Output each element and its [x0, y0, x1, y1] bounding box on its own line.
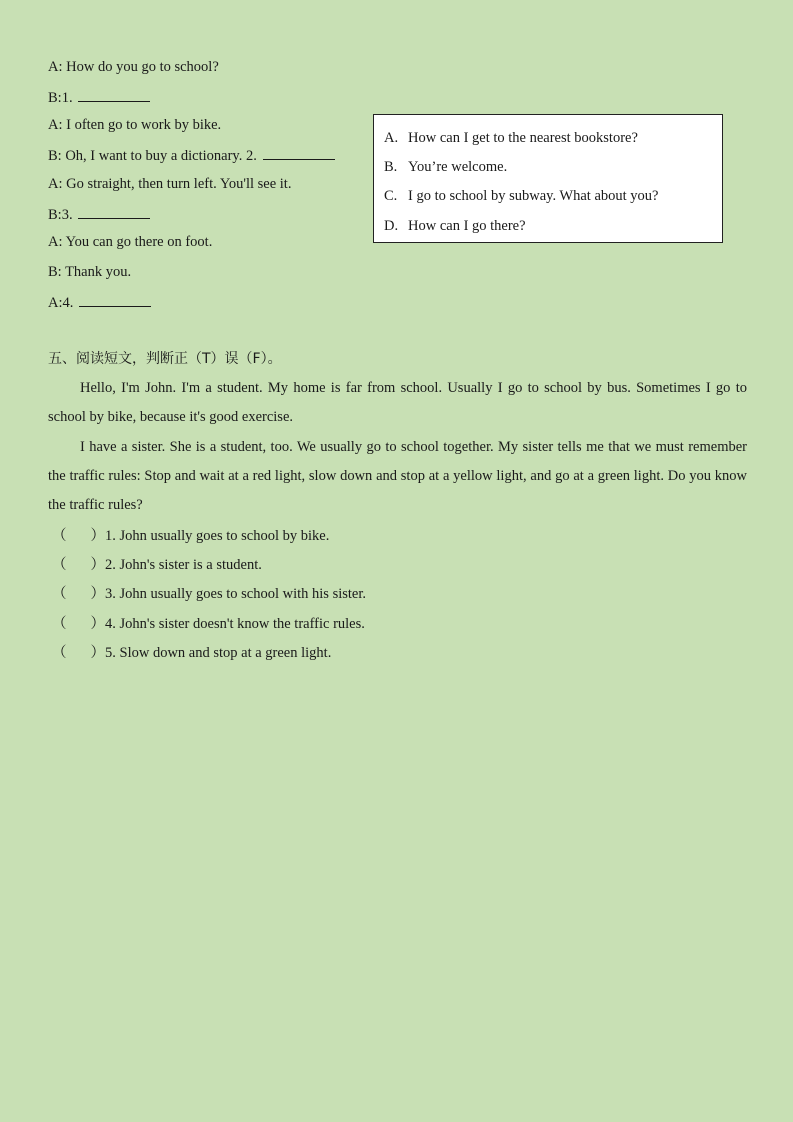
dialogue-line-4 [48, 145, 335, 165]
dialogue-text: B:1. [48, 90, 77, 106]
option-d [384, 217, 526, 235]
judgement-text: 3. John usually goes to school with his sister. [105, 586, 366, 602]
answer-blank-4[interactable] [79, 292, 151, 307]
answer-paren-close[interactable]: ） [90, 528, 105, 544]
dialogue-text: A: Go straight, then turn left. You'll see it. [48, 176, 292, 192]
judgement-item-3 [52, 585, 366, 603]
answer-blank-2[interactable] [263, 145, 335, 160]
dialogue-text: B:3. [48, 207, 77, 223]
dialogue-line-2 [48, 87, 150, 107]
dialogue-line-8 [48, 263, 131, 281]
answer-paren-open[interactable]: （ [52, 616, 67, 632]
passage-paragraph-1: Hello, I'm John. I'm a student. My home is far from school. Usually I go to school by bus. Sometimes I go to school by bike, because it's good exercise. [48, 380, 747, 425]
dialogue-line-5 [48, 175, 291, 193]
judgement-item-2 [52, 556, 262, 574]
section-heading: 五、阅读短文，判断正（T）误（F）。 [48, 351, 282, 367]
judgement-item-4 [52, 615, 365, 633]
judgement-item-5 [52, 644, 331, 662]
dialogue-text: A:4. [48, 295, 77, 311]
answer-blank-3[interactable] [78, 204, 150, 219]
dialogue-text: A: You can go there on foot. [48, 234, 213, 250]
option-text: How can I get to the nearest bookstore? [408, 130, 638, 146]
dialogue-text: A: How do you go to school? [48, 59, 219, 75]
dialogue-line-6 [48, 204, 150, 224]
dialogue-text: A: I often go to work by bike. [48, 117, 222, 133]
dialogue-text: B: Oh, I want to buy a dictionary. 2. [48, 148, 261, 164]
dialogue-line-9 [48, 292, 151, 312]
judgement-text: 5. Slow down and stop at a green light. [105, 645, 332, 661]
judgement-text: 2. John's sister is a student. [105, 557, 262, 573]
option-letter: D. [384, 218, 399, 234]
answer-paren-close[interactable]: ） [90, 645, 105, 661]
option-letter: C. [384, 188, 398, 204]
option-text: I go to school by subway. What about you? [408, 188, 659, 204]
answer-paren-close[interactable]: ） [90, 616, 105, 632]
answer-paren-open[interactable]: （ [52, 528, 67, 544]
option-letter: B. [384, 159, 398, 175]
answer-paren-close[interactable]: ） [90, 586, 105, 602]
answer-blank-1[interactable] [78, 87, 150, 102]
answer-paren-open[interactable]: （ [52, 645, 67, 661]
answer-paren-open[interactable]: （ [52, 586, 67, 602]
passage-paragraph-2: I have a sister. She is a student, too. We usually go to school together. My sister tells me that we must remember the traffic rules: Stop and wait at a red light, slow down and stop at a yellow light, and go at a green light. Do you know the traffic rules? [48, 439, 747, 513]
answer-paren-close[interactable]: ） [90, 557, 105, 573]
option-a [384, 129, 638, 147]
dialogue-line-1 [48, 58, 219, 76]
option-text: You’re welcome. [408, 159, 508, 175]
judgement-text: 4. John's sister doesn't know the traffic rules. [105, 616, 365, 632]
dialogue-text: B: Thank you. [48, 264, 132, 280]
judgement-text: 1. John usually goes to school by bike. [105, 528, 330, 544]
answer-paren-open[interactable]: （ [52, 557, 67, 573]
option-c [384, 187, 659, 205]
dialogue-line-3 [48, 116, 221, 134]
options-box [373, 114, 723, 243]
judgement-item-1 [52, 527, 329, 545]
option-text: How can I go there? [408, 218, 526, 234]
option-b [384, 158, 507, 176]
option-letter: A. [384, 130, 399, 146]
dialogue-line-7 [48, 233, 212, 251]
